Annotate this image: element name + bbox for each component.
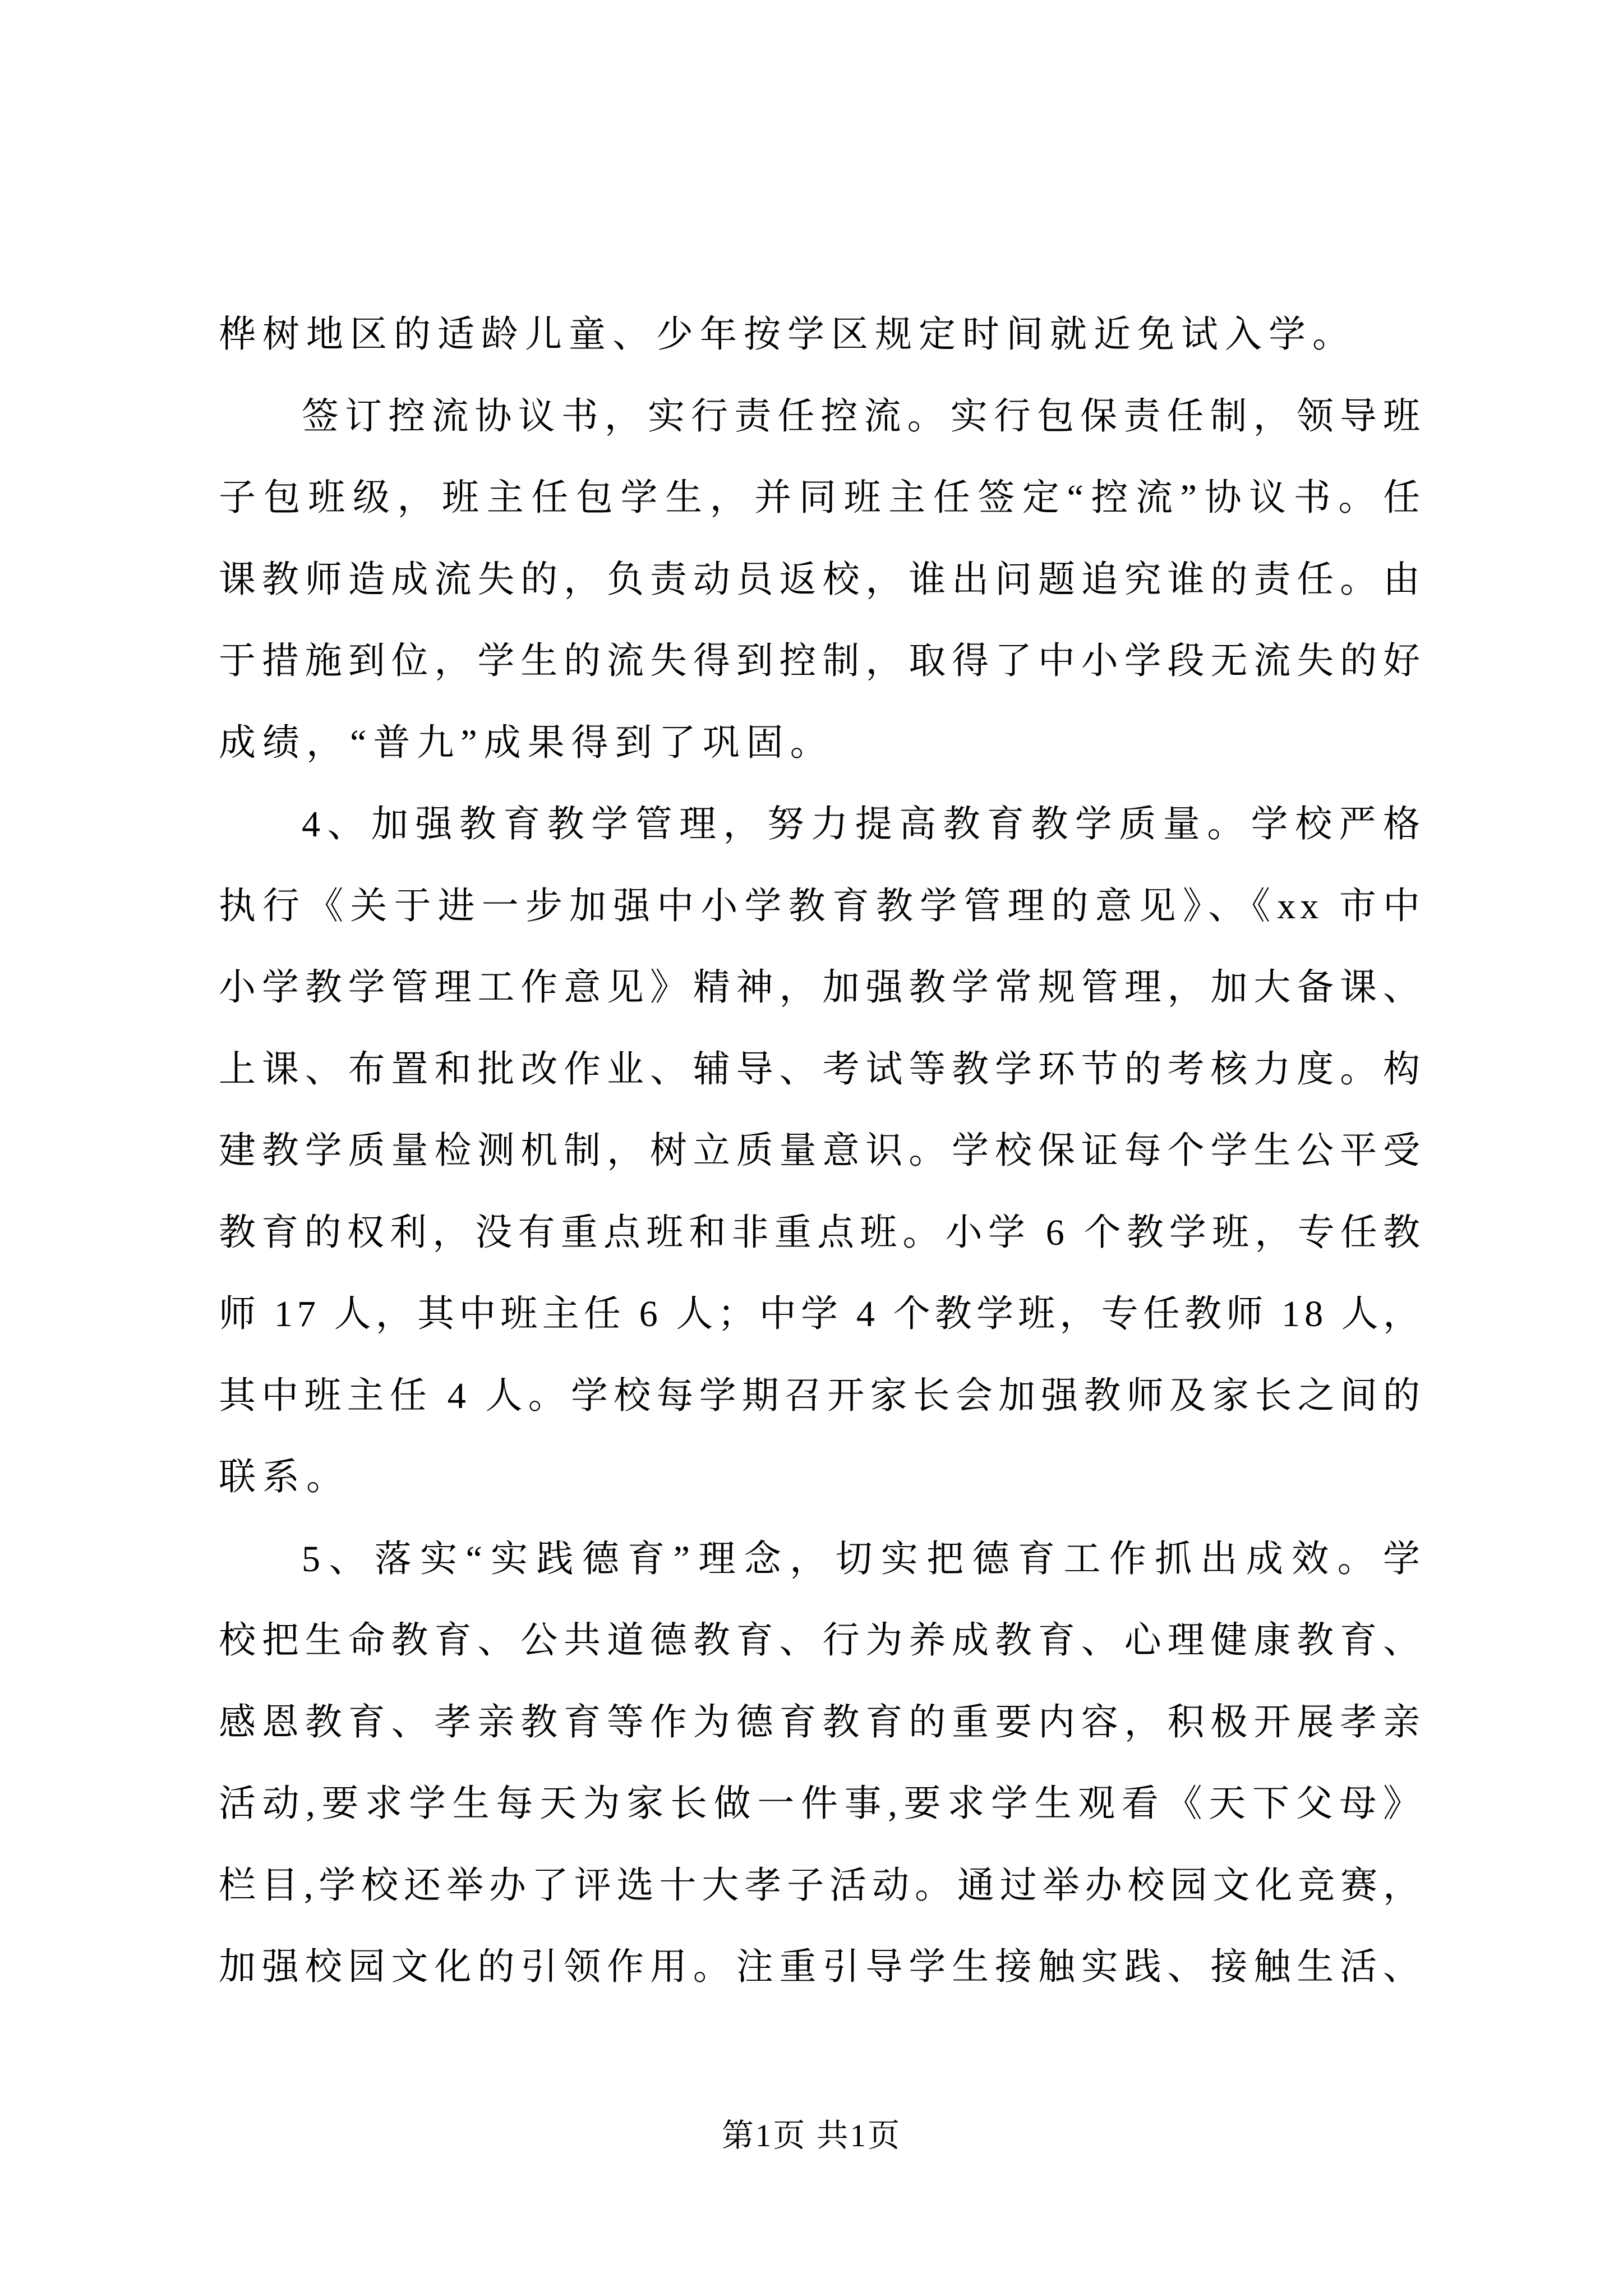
text-line: 校把生命教育、公共道德教育、行为养成教育、心理健康教育、 [219,1620,1424,1661]
text-line: 子包班级，班主任包学生，并同班主任签定“控流”协议书。任 [219,477,1424,518]
text-line: 签订控流协议书，实行责任控流。实行包保责任制，领导班 [302,395,1424,437]
text-line: 师 17 人，其中班主任 6 人；中学 4 个教学班，专任教师 18 人， [219,1294,1424,1335]
text-line: 课教师造成流失的，负责动员返校，谁出问题追究谁的责任。由 [219,559,1424,600]
text-line: 桦树地区的适龄儿童、少年按学区规定时间就近免试入学。 [219,314,1356,355]
text-line: 小学教学管理工作意见》精神，加强教学常规管理，加大备课、 [219,967,1424,1008]
document-body [219,294,1424,2008]
page-footer [0,2114,1623,2159]
text-line: 建教学质量检测机制，树立质量意识。学校保证每个学生公平受 [219,1130,1424,1171]
text-line: 成绩，“普九”成果得到了巩固。 [219,722,834,763]
text-line: 栏目,学校还举办了评选十大孝子活动。通过举办校园文化竞赛， [219,1865,1424,1906]
text-line: 5、落实“实践德育”理念，切实把德育工作抓出成效。学 [302,1538,1424,1580]
text-line: 其中班主任 4 人。学校每学期召开家长会加强教师及家长之间的 [219,1375,1424,1416]
text-line: 4、加强教育教学管理，努力提高教育教学质量。学校严格 [302,804,1424,845]
page-number-label: 第1页 共1页 [721,2118,902,2154]
text-line: 教育的权利，没有重点班和非重点班。小学 6 个教学班，专任教 [219,1212,1424,1253]
text-line: 执行《关于进一步加强中小学教育教学管理的意见》、《xx 市中 [219,885,1424,927]
text-line: 活动,要求学生每天为家长做一件事,要求学生观看《天下父母》 [219,1783,1424,1824]
text-line: 于措施到位，学生的流失得到控制，取得了中小学段无流失的好 [219,641,1424,682]
text-line: 联系。 [219,1457,350,1498]
text-line: 感恩教育、孝亲教育等作为德育教育的重要内容，积极开展孝亲 [219,1701,1424,1743]
text-line: 加强校园文化的引领作用。注重引导学生接触实践、接触生活、 [219,1947,1424,1987]
text-line: 上课、布置和批改作业、辅导、考试等教学环节的考核力度。构 [219,1048,1424,1090]
